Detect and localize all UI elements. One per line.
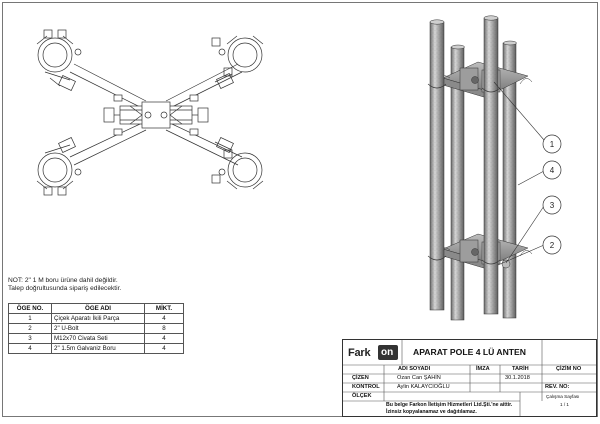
bom-header-no: ÖGE NO. [9,304,52,314]
bom-cell-qty: 4 [145,344,184,354]
row-drawn-label: ÇİZEN [352,375,369,381]
callout-1: 1 [549,140,555,149]
table-row [9,324,184,334]
callout-2: 2 [549,241,555,250]
bom-cell-no: 3 [9,334,52,344]
row-drawn-date: 30.1.2018 [505,375,530,381]
copyright-line-1: Bu belge Farkon İletişim Hizmetleri Ltd.Şti.'ne aittir. [386,402,513,408]
bom-cell-name: Çiçek Aparatı İkili Parça [52,314,145,324]
bom-header-name: ÖGE ADI [52,304,145,314]
sheet-value: 1 / 1 [560,402,569,407]
isometric-view-drawing [428,16,561,320]
note-line-1: NOT: 2" 1 M boru ürüne dahil değildir. [8,277,118,284]
company-logo [345,343,401,363]
sheet-label: Çalışma Sayfası [546,394,580,399]
row-scale-label: ÖLÇEK [352,393,372,399]
table-row [9,334,184,344]
rev-no-label: REV. NO: [545,384,570,390]
top-view-drawing [37,30,263,195]
col-drawing-no-header: ÇİZİM NO [556,366,582,372]
drawing-title: APARAT POLE 4 LÜ ANTEN [413,347,526,357]
table-row [9,314,184,324]
row-drawn-name: Ozan Can ŞAHİN [397,375,441,381]
logo-box-text: on [381,347,394,358]
col-date-header: TARİH [512,366,529,372]
table-row [9,344,184,354]
row-control-label: KONTROL [352,384,380,390]
note-line-2: Talep doğrultusunda sipariş edilecektir. [8,285,122,292]
bom-cell-qty: 8 [145,324,184,334]
bom-header-qty: MİKT. [145,304,184,314]
callout-4: 4 [549,166,555,175]
bom-cell-name: 2" 1.5m Galvaniz Boru [52,344,145,354]
bom-cell-name: 2" U-Bolt [52,324,145,334]
bom-cell-qty: 4 [145,314,184,324]
col-sign-header: İMZA [476,366,490,372]
logo-text: Fark [348,347,371,359]
bom-cell-name: M12x70 Civata Seti [52,334,145,344]
bom-cell-no: 2 [9,324,52,334]
row-control-name: Aylin KALAYCIOĞLU [397,384,450,390]
copyright-line-2: İzinsiz kopyalanamaz ve dağıtılamaz. [386,409,477,415]
bom-header-row [9,304,184,314]
callout-3: 3 [549,201,555,210]
col-name-header: ADI SOYADI [398,366,431,372]
bom-cell-no: 1 [9,314,52,324]
bom-cell-no: 4 [9,344,52,354]
bill-of-materials-table [8,303,184,354]
drawing-note [8,277,238,293]
bom-cell-qty: 4 [145,334,184,344]
